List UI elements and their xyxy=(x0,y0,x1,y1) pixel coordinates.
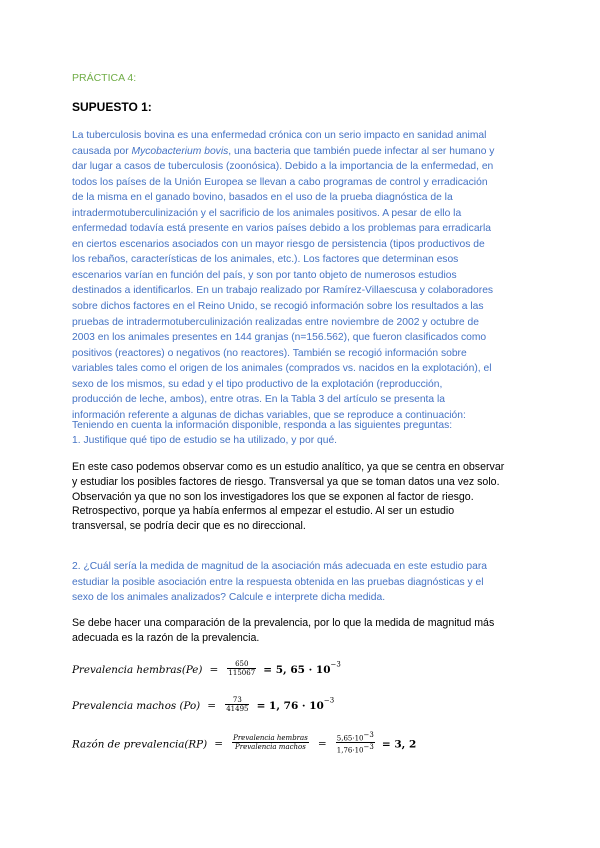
intro-paragraph xyxy=(72,128,530,423)
exponent: −3 xyxy=(323,696,335,705)
fraction xyxy=(225,696,249,713)
text-line: La tuberculosis bovina es una enfermedad crónica con un serio impacto en sanidad animal xyxy=(72,130,487,141)
fraction-values xyxy=(336,731,375,755)
text-line: En este caso podemos observar como es un estudio analítico, ya que se centra en observar xyxy=(72,461,505,473)
numerator xyxy=(336,731,375,743)
text-line: estudiar la posible asociación entre la respuesta obtenida en las pruebas diagnósticas y el xyxy=(72,576,484,588)
text-line: 2003 en los animales presentes en 144 granjas (n=156.562), que fueron clasificados como xyxy=(72,332,487,344)
question-2 xyxy=(72,559,530,606)
exponent: −3 xyxy=(330,660,341,669)
text-line: , una bacteria que también puede infectar al ser humano y xyxy=(228,145,495,157)
text-line: positivos (reactores) o negativos (no reactores). También se recogió información sobre xyxy=(72,347,467,359)
text-line: causada por xyxy=(72,145,132,157)
text-line: adecuada es la razón de la prevalencia. xyxy=(72,631,260,644)
fraction-definition xyxy=(232,734,309,751)
text-line: variables tales como el origen de los animales (comprados vs. nacidos en la explotación), el xyxy=(72,363,492,375)
formula-lhs: Prevalencia machos (Po) xyxy=(72,700,201,712)
denominator: 41495 xyxy=(226,705,249,713)
text-line: los rebaños, características de los animales, etc.). Los factores que determinan esos xyxy=(72,254,459,266)
equals-sign: = xyxy=(214,738,224,751)
formula-lhs: Prevalencia hembras(Pe) xyxy=(72,664,203,676)
text-line: intradermotuberculinización y el sacrificio de los animales positivos. A pesar de ello la xyxy=(72,207,462,219)
formula-lhs: Razón de prevalencia(RP) xyxy=(72,738,208,751)
denominator: Prevalencia machos xyxy=(235,743,306,752)
equals-sign: = xyxy=(207,700,217,712)
exponent: −3 xyxy=(363,731,374,739)
practice-heading: PRÁCTICA 4: xyxy=(72,72,137,84)
text-line: sobre dichos factores en el Reino Unido, se recogió información sobre los resultados a las xyxy=(72,301,484,313)
numerator: 650 xyxy=(227,660,256,669)
text-line: Retrospectivo, porque ya había enfermos al empezar el estudio. Al ser un estudio xyxy=(72,505,455,518)
denominator-value: 1,76·10 xyxy=(336,746,364,755)
case-heading: SUPUESTO 1: xyxy=(72,100,152,114)
text-line: enfermedad todavía está presente en varios países debido a los problemas para erradicarla xyxy=(72,223,491,235)
text-line: Observación ya que no son los investigadores los que se exponen al factor de riesgo. xyxy=(72,490,474,503)
text-line: producción de leche, ambos), entre otras. En la Tabla 3 del artículo se presenta la xyxy=(72,394,446,406)
text-line: y estudiar los posibles factores de riesgo. Transversal ya que se toman datos una vez solo. xyxy=(72,475,500,488)
denominator: 115067 xyxy=(228,669,256,677)
text-line: Teniendo en cuenta la información disponible, responda a las siguientes preguntas: xyxy=(72,420,453,431)
text-line: dar lugar a casos de tuberculosis (zoonósica). Debido a la importancia de la enfermedad, en xyxy=(72,161,494,173)
numerator: Prevalencia hembras xyxy=(233,734,308,743)
text-line: transversal, se podría decir que es no direccional. xyxy=(72,520,306,532)
text-line: sexo de los mismos, su edad y el tipo productivo de la explotación (reproducción, xyxy=(72,378,443,390)
text-line: de la misma en el ganado bovino, basados en el uso de la prueba diagnóstica de la xyxy=(72,192,453,204)
text-line: pruebas de intradermotuberculinización realizadas entre noviembre de 2002 y octubre de xyxy=(72,316,479,328)
text-line: destinados a identificarlos. En un trabajo realizado por Ramírez-Villaescusa y colaboradores xyxy=(72,285,494,297)
formula-prevalence-ratio xyxy=(72,731,416,755)
formula-result: = 3, 2 xyxy=(381,738,417,751)
answer-1 xyxy=(72,460,530,534)
species-name: Mycobacterium bovis xyxy=(131,145,229,157)
numerator: 73 xyxy=(225,696,249,705)
denominator xyxy=(336,743,375,754)
formula-result: = 1, 76 · 10 xyxy=(256,700,324,712)
numerator-value: 5,65·10 xyxy=(336,734,364,743)
text-line: información referente a algunas de dichas variables, que se reproduce a continuación: xyxy=(72,409,466,421)
text-line: 2. ¿Cuál sería la medida de magnitud de la asociación más adecuada en este estudio para xyxy=(72,561,487,572)
equals-sign: = xyxy=(317,738,327,751)
fraction xyxy=(227,660,256,677)
text-line: sexo de los animales analizados? Calcule e interprete dicha medida. xyxy=(72,592,386,604)
formula-prevalence-females xyxy=(72,658,341,677)
formula-prevalence-males xyxy=(72,694,334,713)
text-line: en ciertos escenarios asociados con un mayor riesgo de persistencia (tipos productivos de xyxy=(72,238,485,250)
text-line: escenarios varían en función del país, y son por tanto objeto de numerosos estudios xyxy=(72,269,457,281)
answer-2 xyxy=(72,616,530,646)
formula-result: = 5, 65 · 10 xyxy=(263,664,331,676)
exponent: −3 xyxy=(363,743,374,752)
question-1 xyxy=(72,418,530,448)
text-line: todos los países de la Unión Europea se llevan a cabo programas de control y erradicación xyxy=(72,176,488,188)
text-line: 1. Justifique qué tipo de estudio se ha utilizado, y por qué. xyxy=(72,435,338,447)
equals-sign: = xyxy=(209,664,219,676)
text-line: Se debe hacer una comparación de la prevalencia, por lo que la medida de magnitud más xyxy=(72,617,495,629)
